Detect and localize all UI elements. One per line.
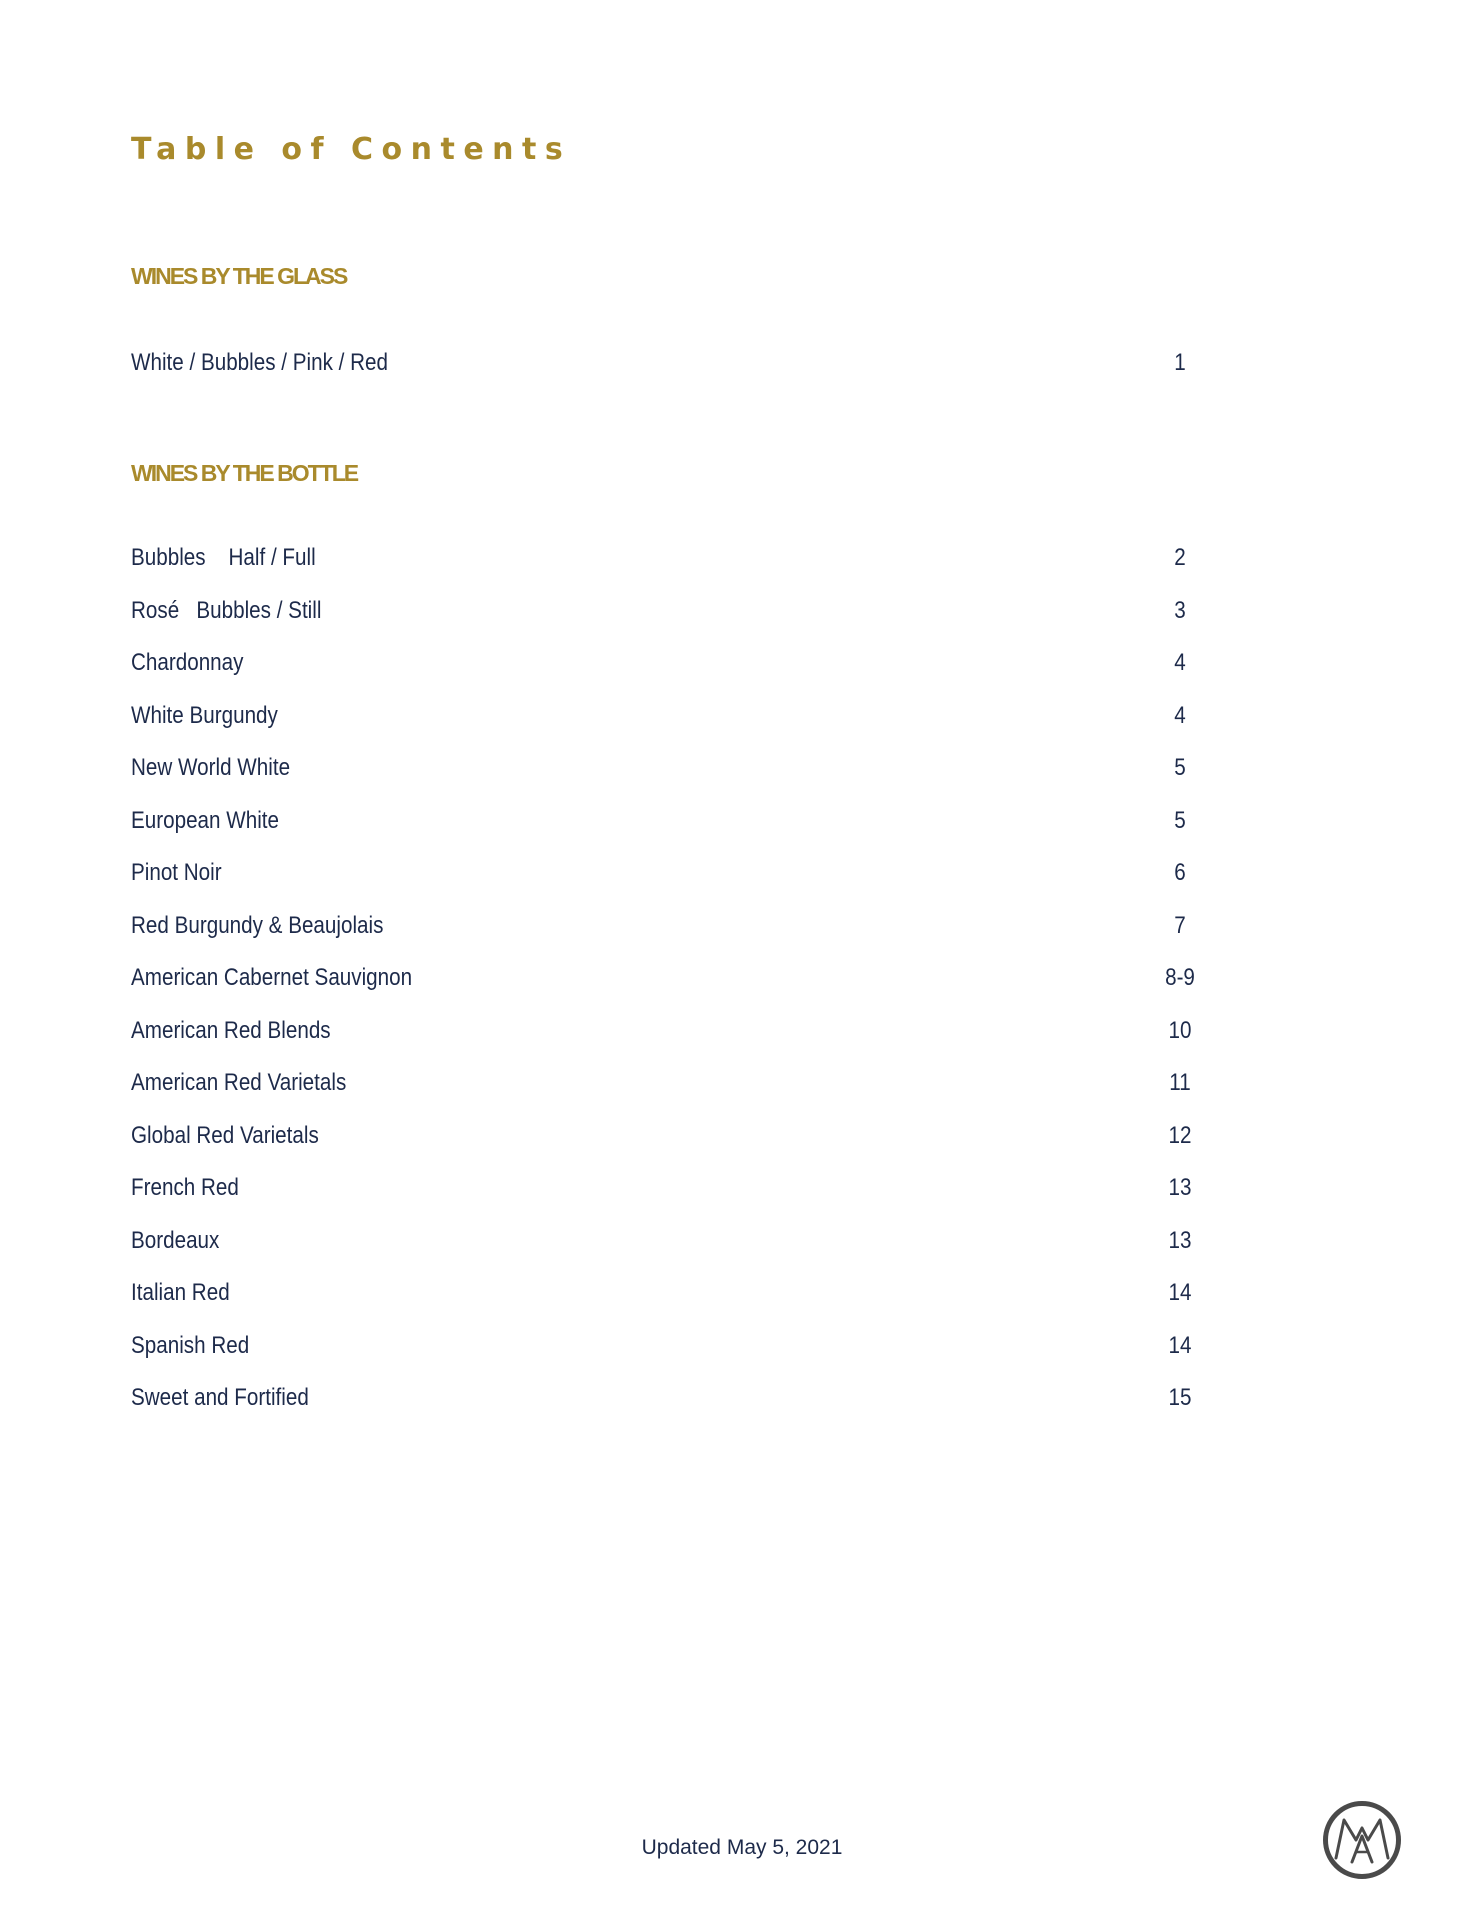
toc-entry-label: Bordeaux xyxy=(131,1227,220,1254)
toc-entry-page: 14 xyxy=(1168,1279,1192,1306)
toc-entry-label: Pinot Noir xyxy=(131,859,222,886)
toc-entry-label: European White xyxy=(131,807,280,834)
toc-entry-label: White / Bubbles / Pink / Red xyxy=(131,349,388,376)
toc-entry-page: 5 xyxy=(1174,807,1186,834)
toc-entry[interactable] xyxy=(131,853,1200,893)
toc-entry[interactable] xyxy=(131,1063,1200,1103)
toc-entry[interactable] xyxy=(131,1326,1200,1366)
toc-entry-page: 13 xyxy=(1168,1227,1192,1254)
toc-entry[interactable] xyxy=(131,1116,1200,1156)
toc-entry-page: 13 xyxy=(1168,1174,1192,1201)
toc-entry[interactable] xyxy=(131,1221,1200,1261)
toc-entry-page: 7 xyxy=(1174,912,1186,939)
toc-entry[interactable] xyxy=(131,748,1200,788)
toc-entry-page: 6 xyxy=(1174,859,1186,886)
toc-entry[interactable] xyxy=(131,906,1200,946)
toc-entry-label: French Red xyxy=(131,1174,239,1201)
monogram-m-logo-icon xyxy=(1322,1800,1402,1880)
toc-entry-page: 8-9 xyxy=(1165,964,1195,991)
toc-entry-page: 11 xyxy=(1169,1069,1191,1096)
toc-entry-label: Italian Red xyxy=(131,1279,230,1306)
toc-entry-label: American Cabernet Sauvignon xyxy=(131,964,413,991)
toc-entry-label: Red Burgundy & Beaujolais xyxy=(131,912,384,939)
toc-entry[interactable] xyxy=(131,1273,1200,1313)
section-heading-glass: WINES BY THE GLASS xyxy=(131,263,347,289)
toc-entry-label: American Red Varietals xyxy=(131,1069,347,1096)
toc-entry-label: Bubbles Half / Full xyxy=(131,544,316,571)
toc-entry-label: Sweet and Fortified xyxy=(131,1384,309,1411)
toc-entry[interactable] xyxy=(131,801,1200,841)
toc-entry[interactable] xyxy=(131,1011,1200,1051)
toc-entry[interactable] xyxy=(131,591,1200,631)
toc-entry-page: 14 xyxy=(1168,1332,1192,1359)
toc-entry[interactable] xyxy=(131,643,1200,683)
toc-entry-label: Spanish Red xyxy=(131,1332,250,1359)
toc-entry-page: 2 xyxy=(1174,544,1186,571)
toc-entry-page: 4 xyxy=(1174,702,1186,729)
toc-entry[interactable] xyxy=(131,1378,1200,1418)
toc-entry-label: New World White xyxy=(131,754,291,781)
toc-entry-page: 10 xyxy=(1168,1017,1192,1044)
section-heading-bottle: WINES BY THE BOTTLE xyxy=(131,460,358,486)
toc-entry-page: 4 xyxy=(1174,649,1186,676)
toc-entry[interactable] xyxy=(131,1168,1200,1208)
page-title: Table of Contents xyxy=(131,132,572,167)
toc-entry[interactable] xyxy=(131,343,1200,383)
toc-entry[interactable] xyxy=(131,696,1200,736)
toc-entry-label: Chardonnay xyxy=(131,649,244,676)
toc-entry-label: American Red Blends xyxy=(131,1017,331,1044)
updated-date: Updated May 5, 2021 xyxy=(641,1836,843,1859)
toc-entry-page: 12 xyxy=(1168,1122,1192,1149)
toc-entry[interactable] xyxy=(131,958,1200,998)
toc-entry-page: 5 xyxy=(1174,754,1186,781)
toc-entry-label: White Burgundy xyxy=(131,702,278,729)
toc-entry-page: 3 xyxy=(1174,597,1186,624)
toc-entry-label: Rosé Bubbles / Still xyxy=(131,597,322,624)
toc-entry[interactable] xyxy=(131,538,1200,578)
toc-entry-page: 15 xyxy=(1168,1384,1192,1411)
toc-entry-page: 1 xyxy=(1174,349,1186,376)
toc-entry-label: Global Red Varietals xyxy=(131,1122,319,1149)
